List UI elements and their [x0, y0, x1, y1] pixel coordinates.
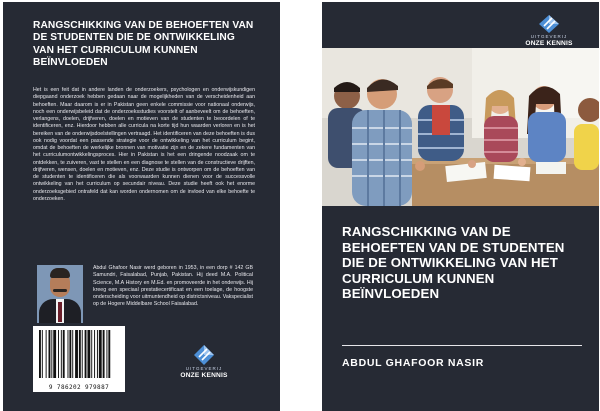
publisher-name: ONZE KENNIS	[525, 40, 573, 47]
back-cover-title: RANGSCHIKKING VAN DE BEHOEFTEN VAN DE STUDENTEN DIE DE ONTWIKKELING VAN HET CURRICULUM KUNNEN BEÏNVLOEDEN	[33, 20, 254, 69]
back-cover	[3, 2, 280, 411]
author-name: ABDUL GHAFOOR NASIR	[342, 357, 485, 369]
barcode-number: 9 786202 979887	[48, 384, 110, 391]
barcode	[33, 326, 125, 392]
students-classroom-image	[322, 48, 599, 206]
barcode-bars	[33, 326, 125, 384]
publisher-name: ONZE KENNIS	[180, 372, 228, 379]
publisher-logo-icon	[193, 344, 215, 366]
cover-photo	[322, 48, 599, 206]
publisher-label-small: UITGEVERIJ	[530, 34, 568, 39]
back-publisher-logo	[176, 344, 232, 380]
front-cover	[322, 2, 599, 411]
front-publisher-logo	[518, 14, 580, 48]
author-photo	[37, 265, 83, 323]
divider	[342, 345, 582, 346]
back-cover-blurb: Het is een feit dat in andere landen de onderzoekers, psychologen en onderwijskundigen diepgaand onderzoek hebben gedaan naar de mogelijkheden van de verscheidenheid aan behoeften. Maar daarom is er in Pakistan geen enkele commissie voor nationaal onderwijs, noch een onderwijsbeleid dat de onderzoeksstudies voorstelt of aanbeveelt om de behoeften, verlangens, doelen, drijfveren, doelen en motieven van de studenten te beoordelen of te identificeren, enz. Hierdoor hebben alle curricula na korte tijd hun waarden verloren en is het bereiken van de onderwijsdoelstellingen vertraagd. Het identificeren van deze behoeften is dus ook nodig voordat een passende strategie voor de ontwikkeling van het curriculum begint, omdat de behoeften de werkelijke bronnen van motivatie zijn en de zekere fundamenten van het curriculumontwikkelingsproces. Hier in Pakistan is het een dringende noodzaak om te ontdekken, te zuiveren, vast te stellen en een diagnose te stellen van de constructieve drijften, drijfveren, wensen, doelen en motieven, enz. Deze studie is ontworpen om de behoeften van de studenten te identificeren die als voorwaarden kunnen dienen voor de successvolle ontwikkeling van het curriculum op secundair niveau. Deze studie heeft ook het enorme onderzoeksgebied ontrafeld dat kan worden ondernomen om de invloed van elke behoefte te onderzoeken.	[33, 87, 255, 202]
author-bio: Abdul Ghafoor Nasir werd geboren in 1953, in een dorp # 142 GB Samundri, Faisalabad, Punjab, Pakistan. Hij deed M.A. Political Science, M.A History en M.Ed. en promoveerde in het onderwijs. Hij kreeg een speciaal prestatiecertificaat en een toelage, de hoogste onderscheiding voor uitmuntendheid op districtsniveau. Vakspecialist op de Hogere Middelbare School Faisalabad.	[93, 265, 253, 308]
publisher-logo-icon	[538, 14, 560, 34]
front-cover-title: RANGSCHIKKING VAN DE BEHOEFTEN VAN DE STUDENTEN DIE DE ONTWIKKELING VAN HET CURRICULUM KUNNEN BEÏNVLOEDEN	[342, 224, 565, 302]
publisher-label-small: UITGEVERIJ	[185, 366, 223, 371]
